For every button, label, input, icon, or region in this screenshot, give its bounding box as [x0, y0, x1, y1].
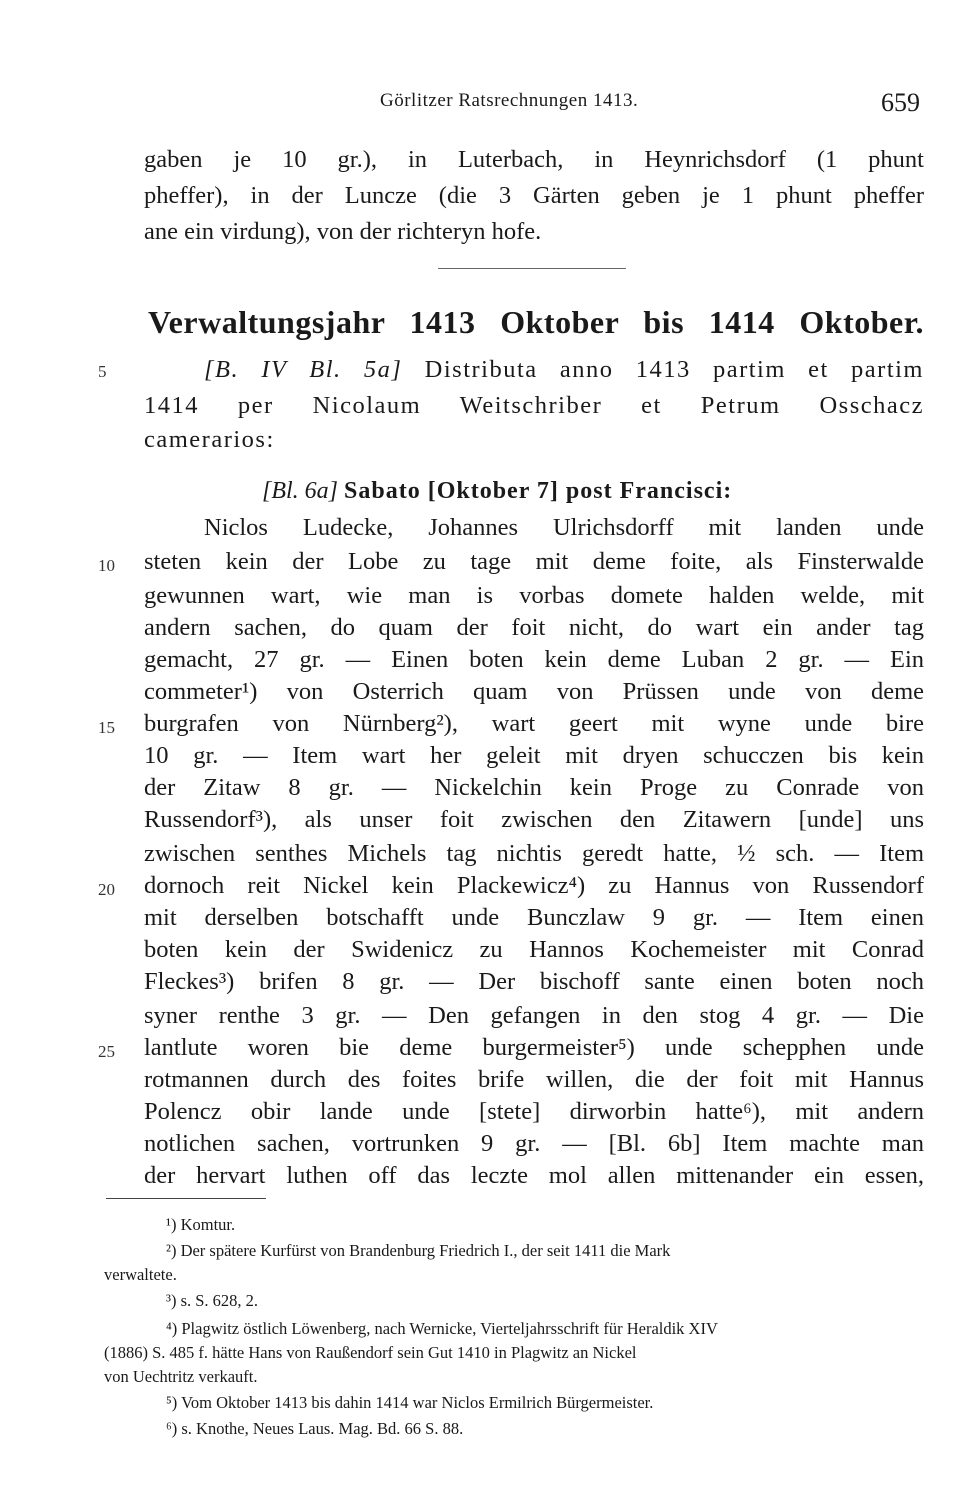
line-number: 15	[98, 718, 115, 737]
line-number: 5	[98, 362, 107, 381]
text-line: boten kein der Swidenicz zu Hannos Kochemeister mit Conrad	[144, 936, 924, 963]
text-line: steten kein der Lobe zu tage mit deme foite, als Finsterwalde	[144, 548, 924, 575]
text-line: syner renthe 3 gr. — Den gefangen in den stog 4 gr. — Die	[144, 1002, 924, 1029]
text-line: gaben je 10 gr.), in Luterbach, in Heynrichsdorf (1 phunt	[144, 146, 924, 173]
date-text: Sabato [Oktober 7] post Francisci:	[344, 478, 733, 504]
page-number: 659	[881, 88, 920, 117]
footnote: (1886) S. 485 f. hätte Hans von Raußendorf sein Gut 1410 in Plagwitz an Nickel	[104, 1343, 637, 1362]
text-line: der Zitaw 8 gr. — Nickelchin kein Proge zu Conrade von	[144, 774, 924, 801]
footnote: verwaltete.	[104, 1265, 177, 1284]
footnote: ³) s. S. 628, 2.	[166, 1291, 259, 1310]
footnote-rule	[106, 1198, 266, 1199]
line-number: 10	[98, 556, 115, 575]
source-line: camerarios:	[144, 426, 275, 453]
text-line: Fleckes³) brifen 8 gr. — Der bischoff sante einen boten noch	[144, 968, 924, 995]
running-head	[0, 88, 960, 118]
text-line: gewunnen wart, wie man is vorbas domete halden welde, mit	[144, 582, 924, 609]
text-line: ane ein virdung), von der richteryn hofe.	[144, 218, 542, 245]
source-ref: [B. IV Bl. 5a]	[204, 356, 403, 383]
text-line: dornoch reit Nickel kein Plackewicz⁴) zu Hannus von Russendorf	[144, 872, 924, 899]
source-text: Distributa anno 1413 partim et partim	[424, 356, 924, 383]
text-line: Russendorf³), als unser foit zwischen den Zitawern [unde] uns	[144, 806, 924, 833]
footnote: ⁶) s. Knothe, Neues Laus. Mag. Bd. 66 S. 88.	[166, 1419, 464, 1438]
footnote: ¹) Komtur.	[166, 1215, 236, 1234]
section-heading: Verwaltungsjahr 1413 Oktober bis 1414 Oktober.	[148, 304, 924, 340]
footnote: von Uechtritz verkauft.	[104, 1367, 258, 1386]
footnote: ⁵) Vom Oktober 1413 bis dahin 1414 war Niclos Ermilrich Bürgermeister.	[166, 1393, 654, 1412]
text-line: pheffer), in der Luncze (die 3 Gärten geben je 1 phunt pheffer	[144, 182, 924, 209]
text-line: andern sachen, do quam der foit nicht, do wart ein ander tag	[144, 614, 924, 641]
running-title: Görlitzer Ratsrechnungen 1413.	[380, 90, 639, 111]
line-number: 20	[98, 880, 115, 899]
text-line: der hervart luthen off das leczte mol allen mittenander ein essen,	[144, 1162, 924, 1189]
date-heading	[262, 478, 732, 505]
text-line: zwischen senthes Michels tag nichtis geredt hatte, ½ sch. — Item	[144, 840, 924, 867]
text-line: gemacht, 27 gr. — Einen boten kein deme Luban 2 gr. — Ein	[144, 646, 924, 673]
text-line: rotmannen durch des foites brife willen, die der foit mit Hannus	[144, 1066, 924, 1093]
text-line: burgrafen von Nürnberg²), wart geert mit wyne unde bire	[144, 710, 924, 737]
text-line: notlichen sachen, vortrunken 9 gr. — [Bl. 6b] Item machte man	[144, 1130, 924, 1157]
text-line: commeter¹) von Osterrich quam von Prüssen unde von deme	[144, 678, 924, 705]
text-line: mit derselben botschafft unde Bunczlaw 9 gr. — Item einen	[144, 904, 924, 931]
folio-ref: [Bl. 6a]	[262, 478, 339, 504]
source-line	[204, 354, 924, 386]
separator-rule	[438, 268, 626, 269]
text-line: Niclos Ludecke, Johannes Ulrichsdorff mit landen unde	[204, 514, 924, 541]
footnote: ⁴) Plagwitz östlich Löwenberg, nach Wernicke, Vierteljahrsschrift für Heraldik XIV	[166, 1319, 718, 1338]
line-number: 25	[98, 1042, 115, 1061]
text-line: lantlute woren bie deme burgermeister⁵) unde schepphen unde	[144, 1034, 924, 1061]
source-line: 1414 per Nicolaum Weitschriber et Petrum Osschacz	[144, 392, 924, 419]
text-line: Polencz obir lande unde [stete] dirworbin hatte⁶), mit andern	[144, 1098, 924, 1125]
text-line: 10 gr. — Item wart her geleit mit dryen schucczen bis kein	[144, 742, 924, 769]
footnote: ²) Der spätere Kurfürst von Brandenburg Friedrich I., der seit 1411 die Mark	[166, 1241, 671, 1260]
